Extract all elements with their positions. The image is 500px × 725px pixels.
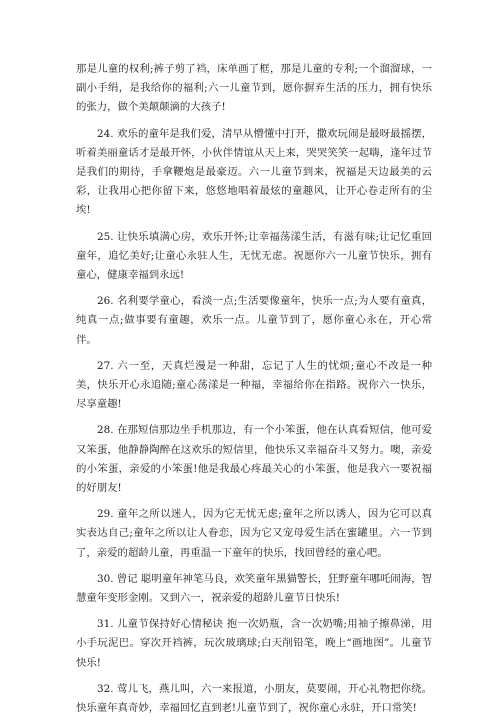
paragraph-27: 27. 六一至，天真烂漫是一种甜，忘记了人生的忧烦;童心不改是一种美，快乐开心永追随;童心荡漾是一种福，幸福给你在指路。祝你六一快乐，尽享童趣!: [76, 359, 432, 411]
paragraph-29: 29. 童年之所以迷人，因为它无忧无虑;童年之所以诱人，因为它可以真实表达自己;童年之所以让人眷恋，因为它又宠母爱生活在蜜罐里。六一节到了，亲爱的超龄儿童，再重温一下童年的快乐，找回曾经的童心吧。: [76, 508, 432, 559]
paragraph-30: 30. 曾记 聪明童年神笔马良，欢笑童年黑猫警长，狂野童年哪吒闹海，智慧童年变形金刚。又到六一，祝亲爱的超龄儿童节日快乐!: [76, 572, 432, 605]
paragraph-25: 25. 让快乐填满心房，欢乐开怀;让幸福荡漾生活，有滋有味;让记忆重回童年，追忆美好;让童心永驻人生，无忧无虑。祝愿你六一儿童节快乐，拥有童心，健康幸福到永远!: [76, 230, 432, 282]
paragraph-26: 26. 名利要学童心，看淡一点;生活要像童年，快乐一点;为人要有童真，纯真一点;做事要有童趣，欢乐一点。儿童节到了，愿你童心永在，开心常伴。: [76, 295, 432, 346]
paragraph-28: 28. 在那短信那边坐手机那边，有一个小笨蛋，他在认真看短信，他可爱又笨蛋，他静静陶醉在这欢乐的短信里，他快乐又幸福奋斗又努力。噢，亲爱的小笨蛋，亲爱的小笨蛋!他是我最心疼最关心的小笨蛋，他是我六一要祝福的好朋友!: [76, 424, 432, 495]
document-body: [76, 60, 432, 725]
paragraph-23-continuation: 那是儿童的权利;裤子剪了裆，床单画了框，那是儿童的专利;一个溜溜球，一副小手绢，是我给你的福利;六一儿童节到，愿你摒弃生活的压力，拥有快乐的张力，做个美颠颠滴的大孩子!: [76, 63, 432, 114]
paragraph-24: 24. 欢乐的童年是我们爱，清早从懵懂中打开，撒欢玩闹是最呀最摇摆，听着美丽童话才是最开怀，小伙伴情谊从天上来，哭哭笑笑一起嗨，逢年过节是我们的期待，手拿鞭炮是最豪迈。六一儿童节到来，祝福是天边最美的云彩，让我用心把你留下来，悠悠地唱着最炫的童趣风，让开心卷走所有的尘埃!: [76, 127, 432, 217]
paragraph-32: 32. 莺儿飞，燕儿叫，六一来报道，小朋友，莫要闹，开心礼物把你绕。快乐童年真奇妙，幸福回忆直到老!儿童节到了，祝你童心永驻，开口常笑!: [76, 682, 432, 715]
paragraph-31: 31. 儿童节保持好心情秘诀 抱一次奶瓶，含一次奶嘴;用袖子擦鼻涕，用小手玩泥巴。穿次开裆裤，玩次玻璃球;白天削铅笔，晚上“画地图”。儿童节快乐!: [76, 618, 432, 669]
